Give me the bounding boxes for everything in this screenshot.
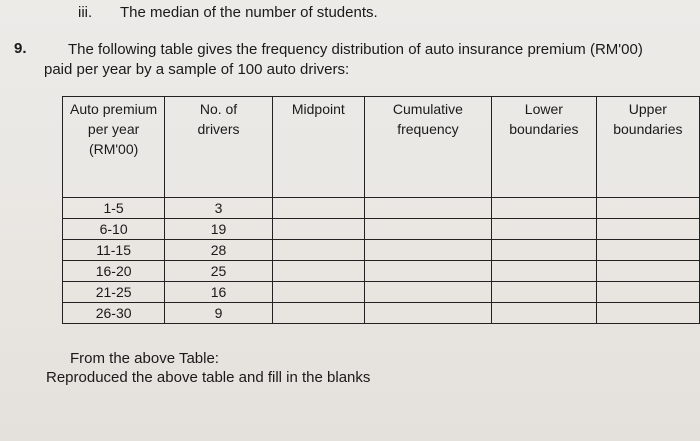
question-number: 9. <box>14 40 27 57</box>
question-text: The following table gives the frequency distribution of auto insurance premium (RM'00) paid per year by a sample of 100 auto drivers: <box>44 41 643 78</box>
cell-upper[interactable] <box>596 282 699 303</box>
header-cumulative: Cumulative frequency <box>364 97 491 198</box>
table-row <box>63 240 700 261</box>
cell-cumulative[interactable] <box>364 219 491 240</box>
header-premium: Auto premium per year (RM'00) <box>63 97 165 198</box>
cell-cumulative[interactable] <box>364 282 491 303</box>
cell-midpoint[interactable] <box>272 240 364 261</box>
cell-midpoint[interactable] <box>272 282 364 303</box>
cell-midpoint[interactable] <box>272 261 364 282</box>
cell-lower[interactable] <box>491 282 596 303</box>
cell-upper[interactable] <box>596 240 699 261</box>
cell-upper[interactable] <box>596 219 699 240</box>
previous-item-numeral: iii. <box>78 4 93 21</box>
header-upper-boundaries: Upper boundaries <box>596 97 699 198</box>
table-row <box>63 198 700 219</box>
previous-item-line <box>78 4 378 21</box>
cell-drivers: 16 <box>165 282 273 303</box>
cell-lower[interactable] <box>491 219 596 240</box>
cell-premium: 26-30 <box>63 303 165 324</box>
table-row <box>63 219 700 240</box>
table-row <box>63 303 700 324</box>
previous-item-text: The median of the number of students. <box>120 4 378 21</box>
table-row <box>63 282 700 303</box>
cell-premium: 1-5 <box>63 198 165 219</box>
cell-cumulative[interactable] <box>364 303 491 324</box>
instruction-line-1: From the above Table: <box>70 350 219 367</box>
cell-upper[interactable] <box>596 261 699 282</box>
cell-midpoint[interactable] <box>272 303 364 324</box>
cell-lower[interactable] <box>491 261 596 282</box>
header-lower-boundaries: Lower boundaries <box>491 97 596 198</box>
cell-lower[interactable] <box>491 303 596 324</box>
cell-upper[interactable] <box>596 303 699 324</box>
cell-drivers: 28 <box>165 240 273 261</box>
cell-premium: 11-15 <box>63 240 165 261</box>
instruction-line-2: Reproduced the above table and fill in the blanks <box>46 369 371 386</box>
table-header-row <box>63 97 700 198</box>
cell-premium: 6-10 <box>63 219 165 240</box>
cell-cumulative[interactable] <box>364 198 491 219</box>
cell-midpoint[interactable] <box>272 198 364 219</box>
cell-lower[interactable] <box>491 240 596 261</box>
cell-premium: 21-25 <box>63 282 165 303</box>
cell-cumulative[interactable] <box>364 240 491 261</box>
cell-drivers: 9 <box>165 303 273 324</box>
cell-upper[interactable] <box>596 198 699 219</box>
header-drivers: No. of drivers <box>165 97 273 198</box>
cell-premium: 16-20 <box>63 261 165 282</box>
cell-midpoint[interactable] <box>272 219 364 240</box>
table-row <box>63 261 700 282</box>
cell-drivers: 3 <box>165 198 273 219</box>
cell-cumulative[interactable] <box>364 261 491 282</box>
header-midpoint: Midpoint <box>272 97 364 198</box>
cell-drivers: 19 <box>165 219 273 240</box>
cell-drivers: 25 <box>165 261 273 282</box>
frequency-table <box>62 96 700 324</box>
cell-lower[interactable] <box>491 198 596 219</box>
